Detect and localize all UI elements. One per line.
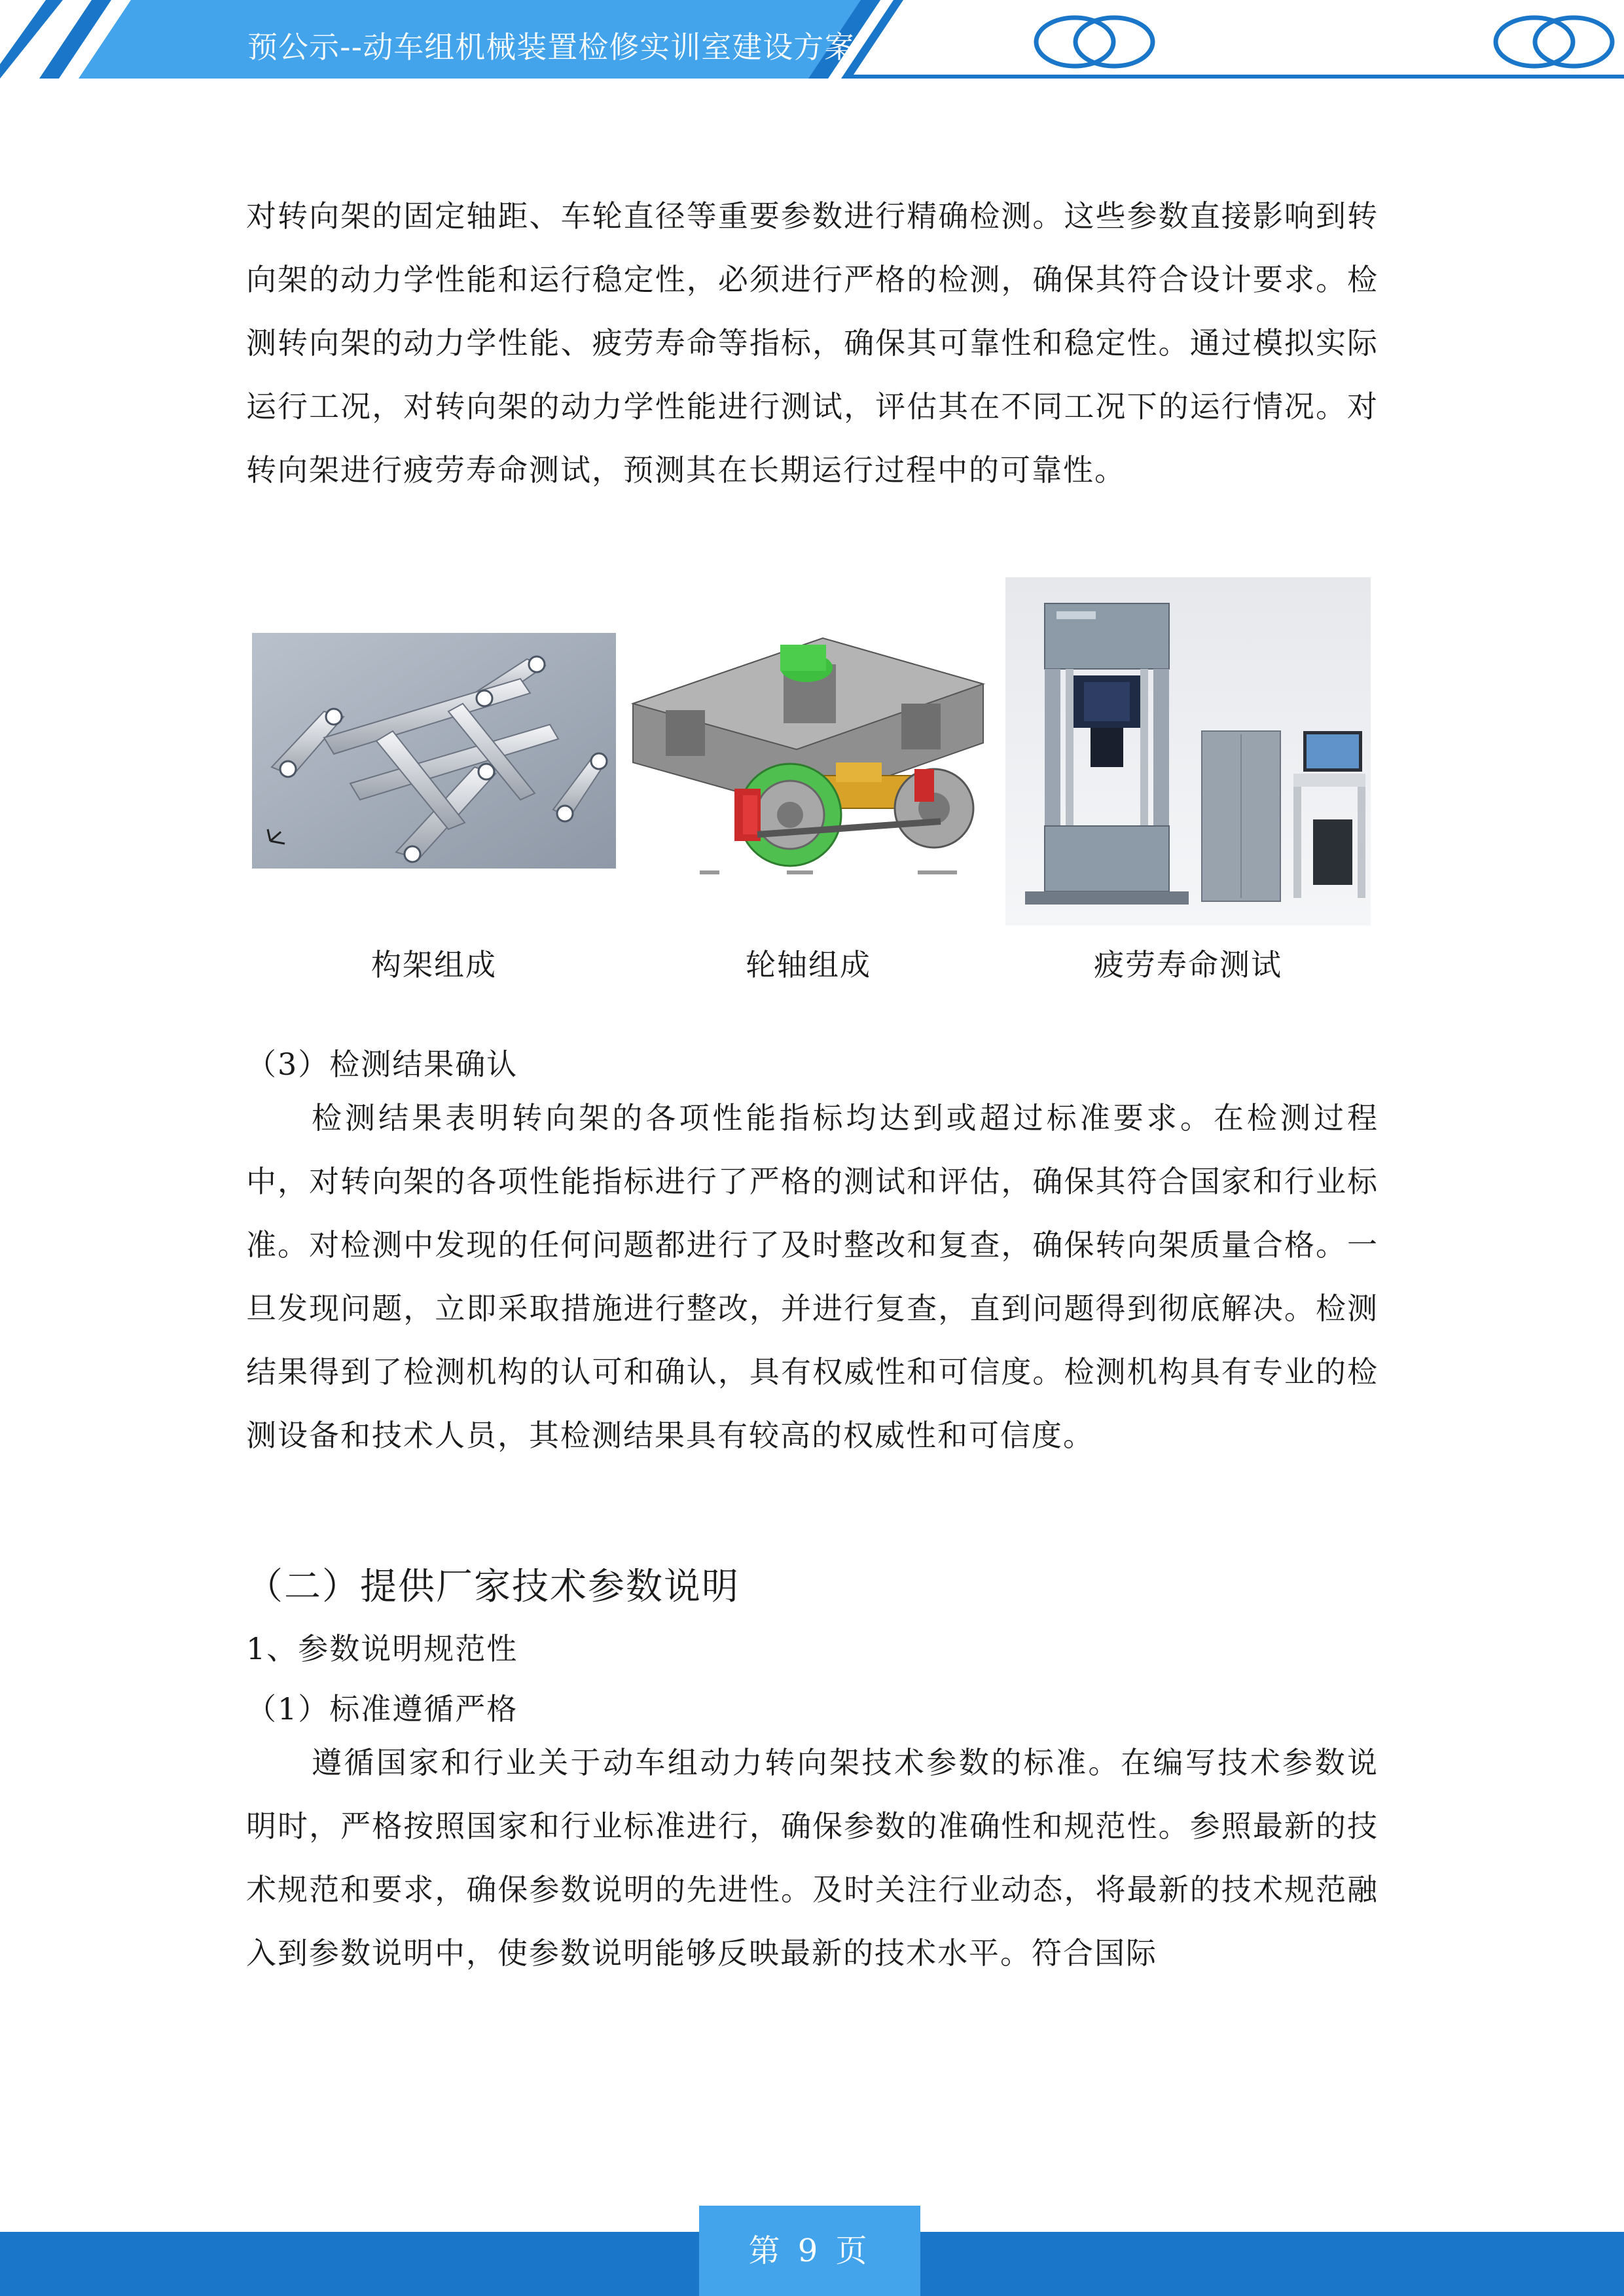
rings-logo-left	[1036, 18, 1153, 66]
intro-section	[246, 185, 1379, 502]
section3-paragraph: 检测结果表明转向架的各项性能指标均达到或超过标准要求。在检测过程中，对转向架的各项性能指标进行了严格的测试和评估，确保其符合国家和行业标准。对检测中发现的任何问题都进行了及时整改和复查，确保转向架质量合格。一旦发现问题，立即采取措施进行整改，并进行复查，直到问题得到彻底解决。检测结果得到了检测机构的认可和确认，具有权威性和可信度。检测机构具有专业的检测设备和技术人员，其检测结果具有较高的权威性和可信度。	[246, 1100, 1379, 1453]
subsection-1-1-heading: （1）标准遵循严格	[246, 1691, 518, 1727]
section-two-body-container	[246, 1731, 1379, 1985]
wheelset-image	[626, 612, 990, 887]
page-header	[0, 0, 1624, 85]
section3-heading: （3）检测结果确认	[246, 1047, 518, 1082]
subsection-1-heading: 1、参数说明规范性	[246, 1631, 518, 1666]
figure-caption-frame: 构架组成	[371, 947, 497, 982]
figure-caption-wheelset: 轮轴组成	[746, 947, 871, 982]
intro-paragraph: 对转向架的固定轴距、车轮直径等重要参数进行精确检测。这些参数直接影响到转向架的动力学性能和运行稳定性，必须进行严格的检测，确保其符合设计要求。检测转向架的动力学性能、疲劳寿命等指标，确保其可靠性和稳定性。通过模拟实际运行工况，对转向架的动力学性能进行测试，评估其在不同工况下的运行情况。对转向架进行疲劳寿命测试，预测其在长期运行过程中的可靠性。	[246, 198, 1379, 488]
fatigue-test-machine-image	[1005, 577, 1371, 925]
header-title: 预公示--动车组机械装置检修实训室建设方案	[247, 29, 856, 65]
page-number: 第 9 页	[699, 2206, 920, 2296]
bogie-frame-image	[252, 633, 616, 869]
rings-logo-right	[1496, 18, 1612, 66]
section-two-heading: （二）提供厂家技术参数说明	[246, 1566, 740, 1608]
figure-caption-fatigue-test: 疲劳寿命测试	[1094, 947, 1282, 982]
section-two-paragraph: 遵循国家和行业关于动车组动力转向架技术参数的标准。在编写技术参数说明时，严格按照国家和行业标准进行，确保参数的准确性和规范性。参照最新的技术规范和要求，确保参数说明的先进性。及时关注行业动态，将最新的技术规范融入到参数说明中，使参数说明能够反映最新的技术水平。符合国际	[246, 1745, 1379, 1971]
section3-body-container	[246, 1086, 1379, 1467]
